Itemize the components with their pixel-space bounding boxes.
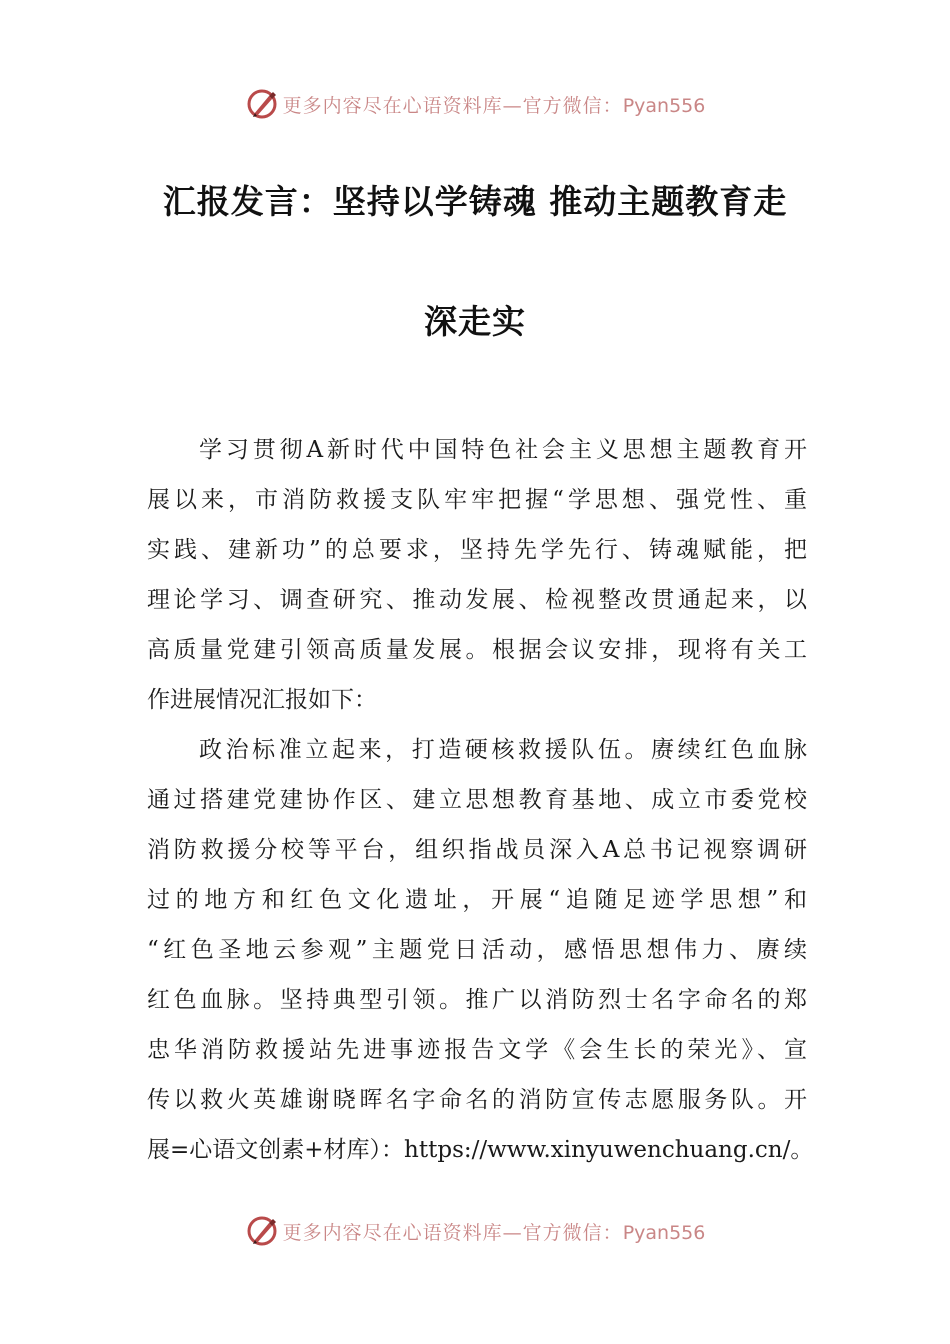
banner-wechat-label: 官方微信： — [522, 1221, 623, 1244]
body-line: 红色血脉。坚持典型引领。推广以消防烈士名字命名的郑 — [147, 987, 807, 1013]
banner-text — [283, 91, 706, 118]
banner-wechat-handle: Pyan556 — [622, 1221, 706, 1244]
banner-separator: — — [502, 1221, 523, 1244]
banner-brand: 更多内容尽在心语资料库 — [282, 1221, 503, 1244]
body-line: 忠华消防救援站先进事迹报告文学《会生长的荣光》、宣 — [147, 1037, 807, 1063]
pen-logo-icon — [245, 1214, 279, 1248]
body-line: 传以救火英雄谢晓晖名字命名的消防宣传志愿服务队。开 — [147, 1087, 807, 1113]
banner-wechat-label: 官方微信： — [522, 94, 623, 117]
header-banner — [0, 84, 950, 124]
body-line: 理论学习、调查研究、推动发展、检视整改贯通起来，以 — [147, 587, 807, 613]
body-line: 消防救援分校等平台，组织指战员深入A总书记视察调研 — [147, 837, 807, 863]
banner-separator: — — [502, 94, 523, 117]
body-line: 学习贯彻A新时代中国特色社会主义思想主题教育开 — [199, 437, 807, 463]
body-line: 过的地方和红色文化遗址，开展“追随足迹学思想”和 — [147, 887, 807, 913]
document-title-line-1: 汇报发言：坚持以学铸魂 推动主题教育走 — [162, 182, 788, 221]
body-line: “红色圣地云参观”主题党日活动，感悟思想伟力、赓续 — [147, 937, 807, 963]
body-line: 通过搭建党建协作区、建立思想教育基地、成立市委党校 — [147, 787, 807, 813]
banner-brand: 更多内容尽在心语资料库 — [282, 94, 503, 117]
banner-text — [283, 1218, 706, 1245]
pen-logo-icon — [245, 87, 279, 121]
body-line: 展以来，市消防救援支队牢牢把握“学思想、强党性、重 — [147, 487, 807, 513]
document-title-line-2: 深走实 — [424, 302, 526, 341]
footer-banner — [0, 1211, 950, 1251]
body-line: 作进展情况汇报如下： — [147, 687, 377, 713]
body-line: 展=心语文创素+材库）：https://www.xinyuwenchuang.cn/。 — [147, 1137, 814, 1163]
body-line: 实践、建新功”的总要求，坚持先学先行、铸魂赋能，把 — [147, 537, 807, 563]
body-line: 高质量党建引领高质量发展。根据会议安排，现将有关工 — [147, 637, 807, 663]
document-body — [147, 425, 814, 1175]
banner-wechat-handle: Pyan556 — [622, 94, 706, 117]
body-line: 政治标准立起来，打造硬核救援队伍。赓续红色血脉 — [199, 737, 807, 763]
